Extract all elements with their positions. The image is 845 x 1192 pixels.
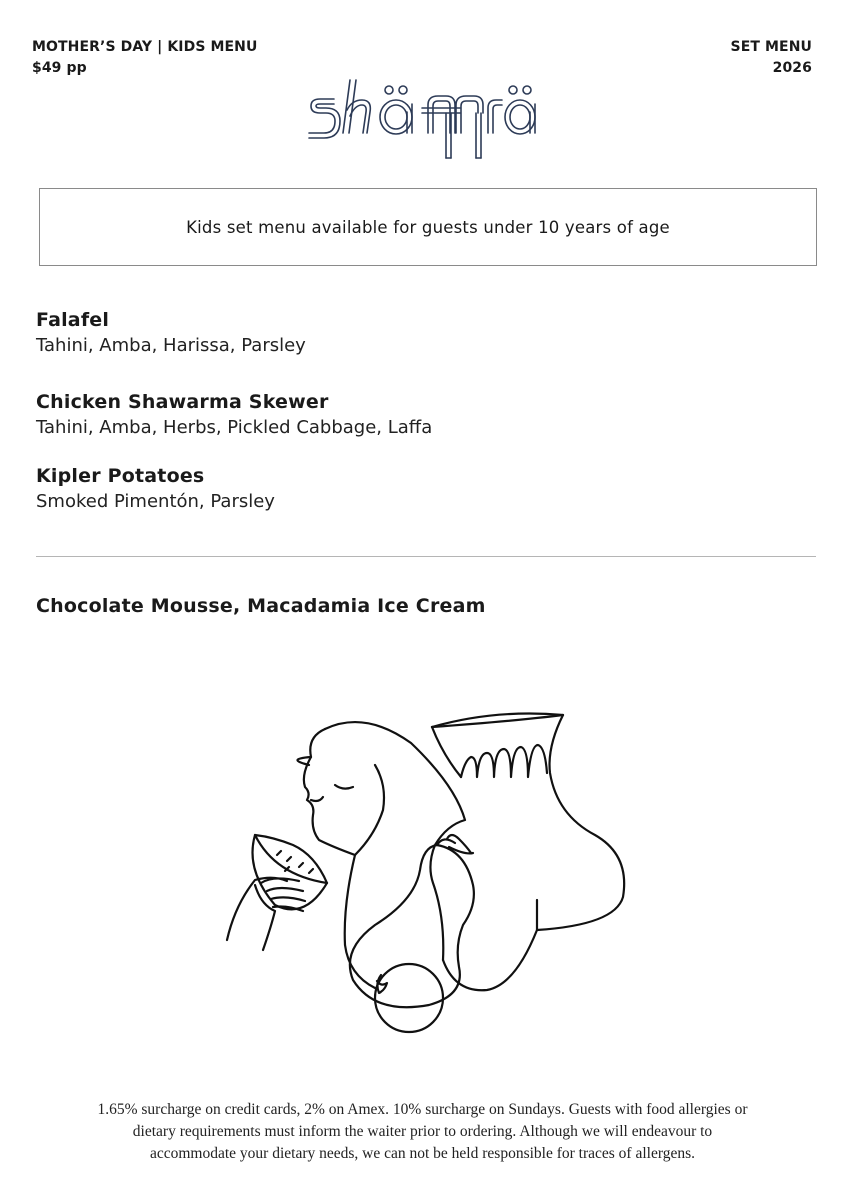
menu-item-description: Smoked Pimentón, Parsley [36,491,275,512]
menu-item-name: Chicken Shawarma Skewer [36,391,329,413]
menu-price: $49 pp [32,60,87,76]
menu-title: MOTHER’S DAY | KIDS MENU [32,39,258,55]
footer-line: accommodate your dietary needs, we can not be held responsible for traces of allergens. [149,1145,696,1162]
menu-item [36,389,432,441]
dessert-item: Chocolate Mousse, Macadamia Ice Cream [36,595,486,617]
brand-logo [300,72,545,164]
footer-disclaimer [55,1099,790,1165]
footer-line: 1.65% surcharge on credit cards, 2% on Amex. 10% surcharge on Sundays. Guests with food allergies or [97,1101,748,1118]
header-right [731,37,812,79]
menu-year: 2026 [772,60,812,76]
footer-line: dietary requirements must inform the waiter prior to ordering. Although we will endeavour to [132,1123,713,1140]
menu-item-description: Tahini, Amba, Harissa, Parsley [36,335,306,356]
woman-with-fruit-illustration [215,705,635,1040]
menu-item-name: Kipler Potatoes [36,465,205,487]
menu-item-description: Tahini, Amba, Herbs, Pickled Cabbage, Laffa [36,417,433,438]
kids-menu-notice [39,188,817,266]
header-left [32,37,257,79]
menu-item-name: Falafel [36,309,110,331]
notice-text: Kids set menu available for guests under 10 years of age [186,217,670,237]
menu-item [36,463,275,515]
section-divider [36,556,816,557]
menu-type: SET MENU [730,39,812,55]
menu-item [36,307,306,359]
